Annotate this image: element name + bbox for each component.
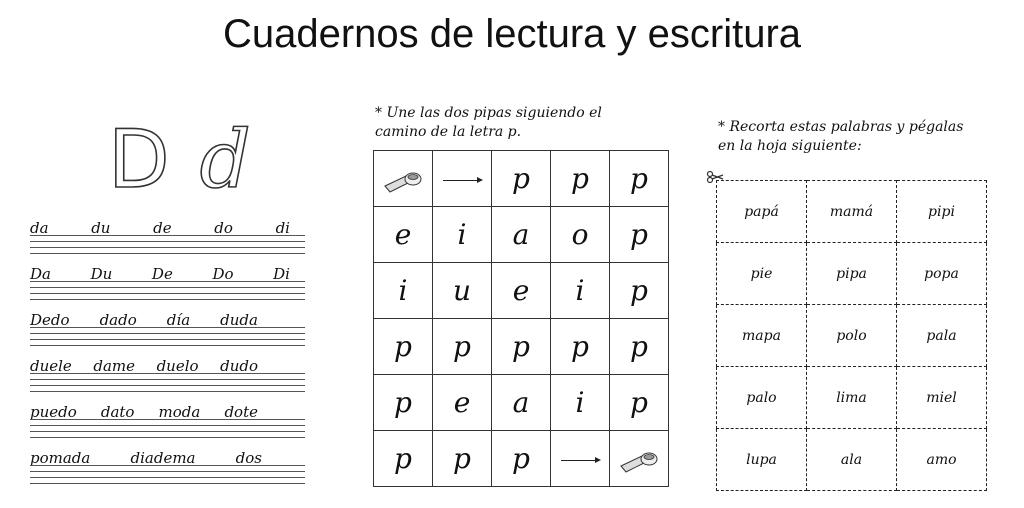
practice-word: dudo (220, 357, 258, 375)
uppercase-letter: D (108, 113, 170, 206)
maze-letter: p (374, 375, 433, 431)
ruled-lines (30, 327, 305, 357)
cutout-word: pala (897, 305, 987, 367)
cutout-word: polo (807, 305, 897, 367)
maze-letter: p (374, 431, 433, 487)
practice-word: duda (220, 311, 258, 329)
letter-maze-grid (373, 150, 669, 487)
practice-word: dado (99, 311, 137, 329)
pipe-icon (374, 151, 433, 207)
maze-letter: p (492, 319, 551, 375)
practice-word: dato (100, 403, 135, 421)
cutout-word: ala (807, 429, 897, 491)
ruled-lines (30, 419, 305, 449)
cutout-word: palo (717, 367, 807, 429)
maze-letter: p (492, 151, 551, 207)
cutout-words-grid (716, 180, 987, 491)
maze-letter: i (551, 263, 610, 319)
maze-letter: p (433, 431, 492, 487)
practice-word: dos (235, 449, 262, 467)
arrow-icon (433, 151, 492, 207)
practice-word: pomada (30, 449, 91, 467)
writing-row (30, 311, 305, 345)
practice-word: dame (93, 357, 136, 375)
writing-row (30, 449, 305, 483)
practice-word: duelo (156, 357, 199, 375)
maze-letter: p (492, 431, 551, 487)
practice-word: Du (90, 265, 113, 283)
maze-letter: a (492, 375, 551, 431)
maze-letter: p (610, 375, 669, 431)
maze-letter: p (610, 263, 669, 319)
practice-word: puedo (30, 403, 77, 421)
ruled-lines (30, 235, 305, 265)
outline-letters (108, 115, 251, 205)
maze-letter: i (551, 375, 610, 431)
practice-word: di (275, 219, 290, 237)
letter-d-worksheet (30, 115, 305, 500)
arrow-icon (551, 431, 610, 487)
lowercase-letter: d (199, 113, 251, 206)
maze-letter: e (492, 263, 551, 319)
maze-letter: p (610, 319, 669, 375)
practice-word: diadema (130, 449, 196, 467)
maze-letter: p (551, 151, 610, 207)
practice-word: duele (30, 357, 72, 375)
cutout-instruction: * Recorta estas palabras y pégalas en la hoja siguiente: (718, 119, 964, 154)
cutout-word: lima (807, 367, 897, 429)
maze-letter: e (433, 375, 492, 431)
maze-letter: a (492, 207, 551, 263)
maze-letter: p (610, 151, 669, 207)
cutout-word: popa (897, 243, 987, 305)
writing-row (30, 357, 305, 391)
ruled-lines (30, 373, 305, 403)
practice-word: do (214, 219, 233, 237)
maze-letter: e (374, 207, 433, 263)
practice-word: Do (212, 265, 234, 283)
maze-letter: p (374, 319, 433, 375)
writing-row (30, 219, 305, 253)
maze-letter: p (433, 319, 492, 375)
practice-word: Di (273, 265, 290, 283)
cutout-word: lupa (717, 429, 807, 491)
cutout-word: pipi (897, 181, 987, 243)
ruled-lines (30, 465, 305, 495)
practice-word: da (30, 219, 49, 237)
practice-word: De (151, 265, 173, 283)
practice-word: Dedo (30, 311, 70, 329)
writing-row (30, 265, 305, 299)
practice-word: du (91, 219, 111, 237)
maze-letter: u (433, 263, 492, 319)
maze-letter: i (433, 207, 492, 263)
cutout-word: pie (717, 243, 807, 305)
page-title: Cuadernos de lectura y escritura (222, 12, 802, 56)
maze-letter: p (551, 319, 610, 375)
cutout-word: miel (897, 367, 987, 429)
practice-word: de (153, 219, 172, 237)
maze-letter: i (374, 263, 433, 319)
cutout-word: papá (717, 181, 807, 243)
pipe-icon (610, 431, 669, 487)
cutout-word: mapa (717, 305, 807, 367)
practice-word: Da (30, 265, 51, 283)
maze-letter: p (610, 207, 669, 263)
maze-instruction: * Une las dos pipas siguiendo el camino de la letra p. (375, 105, 602, 140)
cutout-word: pipa (807, 243, 897, 305)
maze-letter: o (551, 207, 610, 263)
practice-word: moda (158, 403, 201, 421)
practice-word: dote (224, 403, 258, 421)
ruled-lines (30, 281, 305, 311)
cutout-word: mamá (807, 181, 897, 243)
practice-word: día (166, 311, 191, 329)
writing-row (30, 403, 305, 437)
cutout-word: amo (897, 429, 987, 491)
